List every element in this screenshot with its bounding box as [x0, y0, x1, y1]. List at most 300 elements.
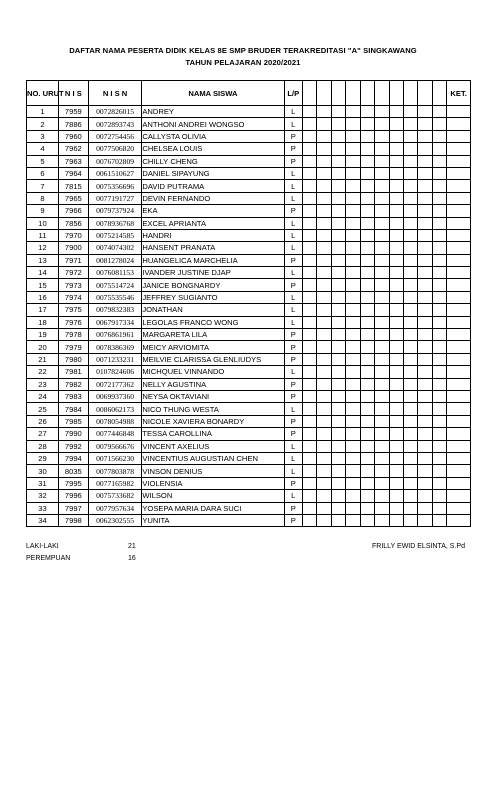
row-nis: 7981 — [58, 366, 88, 378]
row-number: 9 — [27, 205, 59, 217]
row-student-name: CHILLY CHENG — [142, 155, 284, 167]
row-blank-cell — [403, 242, 417, 254]
row-ket — [447, 192, 471, 204]
row-student-name: CHELSEA LOUIS — [142, 143, 284, 155]
row-blank-cell — [389, 106, 403, 118]
row-nisn: 0071566230 — [88, 452, 142, 464]
row-student-name: VIOLENSIA — [142, 477, 284, 489]
row-nis: 7973 — [58, 279, 88, 291]
row-ket — [447, 118, 471, 130]
row-blank-cell — [389, 254, 403, 266]
table-row — [27, 477, 471, 489]
row-blank-cell — [418, 229, 432, 241]
row-student-name: LEGOLAS FRANCO WONG — [142, 316, 284, 328]
row-number: 14 — [27, 267, 59, 279]
row-blank-cell — [346, 403, 360, 415]
row-nis: 7959 — [58, 106, 88, 118]
row-blank-cell — [331, 428, 345, 440]
row-blank-cell — [317, 452, 331, 464]
row-blank-cell — [360, 490, 374, 502]
row-blank-cell — [418, 180, 432, 192]
row-student-name: MEICY ARVIOMITA — [142, 341, 284, 353]
row-blank-cell — [389, 329, 403, 341]
row-blank-cell — [403, 428, 417, 440]
row-blank-cell — [331, 440, 345, 452]
row-blank-cell — [418, 242, 432, 254]
row-blank-cell — [331, 390, 345, 402]
row-blank-cell — [403, 477, 417, 489]
row-blank-cell — [432, 167, 446, 179]
row-number: 8 — [27, 192, 59, 204]
header-blank — [360, 81, 374, 106]
row-blank-cell — [432, 490, 446, 502]
row-gender: P — [284, 130, 303, 142]
header-blank — [331, 81, 345, 106]
row-blank-cell — [403, 106, 417, 118]
row-blank-cell — [331, 267, 345, 279]
row-ket — [447, 428, 471, 440]
row-number: 11 — [27, 229, 59, 241]
row-student-name: VINCENT AXELIUS — [142, 440, 284, 452]
row-blank-cell — [317, 390, 331, 402]
row-nis: 7856 — [58, 217, 88, 229]
row-blank-cell — [403, 267, 417, 279]
row-blank-cell — [331, 316, 345, 328]
row-nis: 7994 — [58, 452, 88, 464]
row-blank-cell — [375, 254, 389, 266]
row-blank-cell — [317, 106, 331, 118]
table-row — [27, 118, 471, 130]
row-blank-cell — [317, 329, 331, 341]
row-nis: 7992 — [58, 440, 88, 452]
row-gender: P — [284, 428, 303, 440]
row-ket — [447, 267, 471, 279]
row-blank-cell — [303, 440, 317, 452]
row-blank-cell — [403, 279, 417, 291]
row-nisn: 0074074302 — [88, 242, 142, 254]
row-blank-cell — [375, 378, 389, 390]
row-blank-cell — [375, 118, 389, 130]
row-blank-cell — [418, 415, 432, 427]
row-blank-cell — [346, 267, 360, 279]
row-blank-cell — [418, 167, 432, 179]
row-blank-cell — [432, 341, 446, 353]
row-blank-cell — [346, 229, 360, 241]
row-student-name: DAVID PUTRAMA — [142, 180, 284, 192]
row-blank-cell — [331, 378, 345, 390]
row-blank-cell — [375, 428, 389, 440]
row-blank-cell — [389, 279, 403, 291]
header-blank — [346, 81, 360, 106]
row-blank-cell — [331, 229, 345, 241]
row-blank-cell — [346, 205, 360, 217]
row-blank-cell — [317, 205, 331, 217]
row-blank-cell — [331, 452, 345, 464]
row-ket — [447, 242, 471, 254]
row-nis: 7990 — [58, 428, 88, 440]
row-number: 6 — [27, 167, 59, 179]
table-row — [27, 440, 471, 452]
row-blank-cell — [375, 390, 389, 402]
table-row — [27, 279, 471, 291]
row-blank-cell — [360, 217, 374, 229]
row-number: 29 — [27, 452, 59, 464]
table-row — [27, 267, 471, 279]
row-blank-cell — [303, 143, 317, 155]
row-ket — [447, 440, 471, 452]
row-nis: 7980 — [58, 353, 88, 365]
row-blank-cell — [418, 378, 432, 390]
row-blank-cell — [389, 167, 403, 179]
row-blank-cell — [375, 514, 389, 526]
row-blank-cell — [303, 279, 317, 291]
row-blank-cell — [317, 341, 331, 353]
row-nis: 7979 — [58, 341, 88, 353]
row-blank-cell — [360, 242, 374, 254]
row-gender: P — [284, 341, 303, 353]
row-blank-cell — [331, 143, 345, 155]
row-number: 2 — [27, 118, 59, 130]
row-nis: 7900 — [58, 242, 88, 254]
row-nis: 7964 — [58, 167, 88, 179]
row-blank-cell — [432, 329, 446, 341]
row-blank-cell — [303, 180, 317, 192]
row-blank-cell — [317, 514, 331, 526]
row-number: 27 — [27, 428, 59, 440]
header-blank — [389, 81, 403, 106]
row-blank-cell — [303, 192, 317, 204]
row-blank-cell — [346, 279, 360, 291]
row-nisn: 0077165982 — [88, 477, 142, 489]
row-blank-cell — [432, 304, 446, 316]
row-blank-cell — [418, 254, 432, 266]
row-nisn: 0075356696 — [88, 180, 142, 192]
header-name: NAMA SISWA — [142, 81, 284, 106]
row-blank-cell — [403, 502, 417, 514]
row-blank-cell — [403, 205, 417, 217]
row-blank-cell — [432, 130, 446, 142]
row-ket — [447, 180, 471, 192]
row-blank-cell — [375, 403, 389, 415]
row-blank-cell — [360, 329, 374, 341]
row-blank-cell — [303, 341, 317, 353]
row-nis: 8035 — [58, 465, 88, 477]
row-number: 5 — [27, 155, 59, 167]
row-gender: L — [284, 291, 303, 303]
row-gender: P — [284, 279, 303, 291]
row-ket — [447, 390, 471, 402]
row-blank-cell — [346, 304, 360, 316]
row-nis: 7963 — [58, 155, 88, 167]
row-nisn: 0069937360 — [88, 390, 142, 402]
row-ket — [447, 477, 471, 489]
row-blank-cell — [331, 502, 345, 514]
row-blank-cell — [303, 514, 317, 526]
row-blank-cell — [389, 316, 403, 328]
row-blank-cell — [418, 205, 432, 217]
row-blank-cell — [389, 229, 403, 241]
row-ket — [447, 465, 471, 477]
row-blank-cell — [403, 403, 417, 415]
table-row — [27, 167, 471, 179]
row-blank-cell — [375, 502, 389, 514]
row-blank-cell — [303, 329, 317, 341]
row-blank-cell — [403, 291, 417, 303]
row-gender: L — [284, 106, 303, 118]
row-blank-cell — [389, 514, 403, 526]
row-blank-cell — [375, 477, 389, 489]
row-blank-cell — [432, 155, 446, 167]
row-number: 30 — [27, 465, 59, 477]
row-blank-cell — [331, 514, 345, 526]
row-gender: P — [284, 155, 303, 167]
row-blank-cell — [360, 378, 374, 390]
row-blank-cell — [403, 366, 417, 378]
table-row — [27, 514, 471, 526]
row-blank-cell — [418, 514, 432, 526]
male-label: LAKI-LAKI — [26, 543, 59, 550]
row-student-name: JEFFREY SUGIANTO — [142, 291, 284, 303]
table-row — [27, 143, 471, 155]
row-blank-cell — [303, 167, 317, 179]
row-ket — [447, 229, 471, 241]
row-blank-cell — [360, 143, 374, 155]
student-roster-table — [26, 80, 471, 527]
row-blank-cell — [346, 143, 360, 155]
row-blank-cell — [317, 316, 331, 328]
row-blank-cell — [432, 366, 446, 378]
row-blank-cell — [360, 254, 374, 266]
row-number: 32 — [27, 490, 59, 502]
row-blank-cell — [303, 118, 317, 130]
row-nisn: 0076702809 — [88, 155, 142, 167]
row-student-name: HANDRI — [142, 229, 284, 241]
row-blank-cell — [331, 155, 345, 167]
row-blank-cell — [331, 329, 345, 341]
row-blank-cell — [403, 192, 417, 204]
row-blank-cell — [317, 366, 331, 378]
row-blank-cell — [418, 192, 432, 204]
row-blank-cell — [331, 254, 345, 266]
row-blank-cell — [375, 106, 389, 118]
row-ket — [447, 279, 471, 291]
row-number: 20 — [27, 341, 59, 353]
row-blank-cell — [331, 465, 345, 477]
row-number: 31 — [27, 477, 59, 489]
row-blank-cell — [303, 353, 317, 365]
row-blank-cell — [360, 130, 374, 142]
row-blank-cell — [317, 304, 331, 316]
row-student-name: TESSA CAROLLINA — [142, 428, 284, 440]
row-student-name: YOSEPA MARIA DARA SUCI — [142, 502, 284, 514]
row-blank-cell — [317, 118, 331, 130]
table-row — [27, 415, 471, 427]
row-number: 25 — [27, 403, 59, 415]
row-blank-cell — [418, 106, 432, 118]
row-nis: 7997 — [58, 502, 88, 514]
row-gender: L — [284, 316, 303, 328]
row-blank-cell — [432, 316, 446, 328]
row-ket — [447, 366, 471, 378]
row-blank-cell — [375, 341, 389, 353]
row-blank-cell — [360, 415, 374, 427]
row-blank-cell — [360, 229, 374, 241]
row-nisn: 0072754456 — [88, 130, 142, 142]
row-gender: P — [284, 502, 303, 514]
row-student-name: VINCENTIUS AUGUSTIAN CHEN — [142, 452, 284, 464]
row-number: 28 — [27, 440, 59, 452]
row-blank-cell — [418, 155, 432, 167]
row-blank-cell — [403, 167, 417, 179]
row-blank-cell — [360, 452, 374, 464]
row-blank-cell — [331, 477, 345, 489]
row-blank-cell — [389, 118, 403, 130]
row-blank-cell — [432, 217, 446, 229]
row-blank-cell — [375, 217, 389, 229]
row-blank-cell — [317, 291, 331, 303]
row-blank-cell — [360, 428, 374, 440]
row-blank-cell — [432, 118, 446, 130]
row-blank-cell — [331, 167, 345, 179]
roster-body — [27, 106, 471, 527]
row-blank-cell — [375, 490, 389, 502]
row-blank-cell — [303, 217, 317, 229]
row-gender: L — [284, 242, 303, 254]
row-blank-cell — [346, 477, 360, 489]
row-student-name: YUNITA — [142, 514, 284, 526]
row-nis: 7976 — [58, 316, 88, 328]
row-blank-cell — [346, 254, 360, 266]
row-blank-cell — [331, 106, 345, 118]
row-blank-cell — [418, 267, 432, 279]
row-nisn: 0062302555 — [88, 514, 142, 526]
row-nis: 7996 — [58, 490, 88, 502]
row-nisn: 0067917334 — [88, 316, 142, 328]
row-blank-cell — [317, 130, 331, 142]
row-student-name: NEYSA OKTAVIANI — [142, 390, 284, 402]
row-blank-cell — [403, 415, 417, 427]
row-blank-cell — [303, 106, 317, 118]
row-blank-cell — [317, 242, 331, 254]
row-gender: P — [284, 477, 303, 489]
row-nis: 7975 — [58, 304, 88, 316]
row-gender: L — [284, 267, 303, 279]
row-blank-cell — [403, 316, 417, 328]
row-gender: P — [284, 378, 303, 390]
row-blank-cell — [432, 205, 446, 217]
row-blank-cell — [432, 291, 446, 303]
header-blank — [403, 81, 417, 106]
row-nis: 7974 — [58, 291, 88, 303]
row-blank-cell — [375, 155, 389, 167]
row-blank-cell — [375, 229, 389, 241]
row-blank-cell — [375, 366, 389, 378]
row-number: 34 — [27, 514, 59, 526]
row-blank-cell — [403, 329, 417, 341]
row-blank-cell — [432, 477, 446, 489]
row-blank-cell — [360, 291, 374, 303]
row-number: 21 — [27, 353, 59, 365]
row-blank-cell — [303, 403, 317, 415]
row-blank-cell — [303, 477, 317, 489]
row-blank-cell — [418, 316, 432, 328]
row-ket — [447, 329, 471, 341]
row-nisn: 0076081153 — [88, 267, 142, 279]
row-nisn: 0077446848 — [88, 428, 142, 440]
row-blank-cell — [432, 428, 446, 440]
header-ket: KET. — [447, 81, 471, 106]
row-ket — [447, 205, 471, 217]
row-blank-cell — [346, 180, 360, 192]
row-ket — [447, 502, 471, 514]
row-blank-cell — [303, 490, 317, 502]
row-blank-cell — [331, 415, 345, 427]
row-nisn: 0061510627 — [88, 167, 142, 179]
row-blank-cell — [403, 118, 417, 130]
header-nisn: N I S N — [88, 81, 142, 106]
row-student-name: EKA — [142, 205, 284, 217]
row-blank-cell — [418, 490, 432, 502]
row-blank-cell — [418, 403, 432, 415]
row-student-name: DEVIN FERNANDO — [142, 192, 284, 204]
header-nis: N I S — [58, 81, 88, 106]
row-blank-cell — [403, 378, 417, 390]
row-blank-cell — [418, 353, 432, 365]
table-row — [27, 217, 471, 229]
row-student-name: DANIEL SIPAYUNG — [142, 167, 284, 179]
row-blank-cell — [389, 403, 403, 415]
row-blank-cell — [303, 452, 317, 464]
row-blank-cell — [317, 490, 331, 502]
row-blank-cell — [360, 502, 374, 514]
row-blank-cell — [432, 452, 446, 464]
document-title: DAFTAR NAMA PESERTA DIDIK KELAS 8E SMP BRUDER TERAKREDITASI "A" SINGKAWANG — [69, 46, 417, 55]
row-blank-cell — [389, 267, 403, 279]
row-nisn: 0079832383 — [88, 304, 142, 316]
row-blank-cell — [389, 217, 403, 229]
row-nisn: 0077191727 — [88, 192, 142, 204]
row-nis: 7982 — [58, 378, 88, 390]
row-ket — [447, 353, 471, 365]
row-blank-cell — [360, 180, 374, 192]
row-blank-cell — [317, 403, 331, 415]
row-blank-cell — [303, 267, 317, 279]
row-blank-cell — [346, 341, 360, 353]
row-number: 24 — [27, 390, 59, 402]
row-student-name: MICHQUEL VINNANDO — [142, 366, 284, 378]
row-gender: P — [284, 329, 303, 341]
row-blank-cell — [418, 390, 432, 402]
row-blank-cell — [303, 465, 317, 477]
row-blank-cell — [317, 155, 331, 167]
row-blank-cell — [389, 452, 403, 464]
row-ket — [447, 378, 471, 390]
row-blank-cell — [375, 440, 389, 452]
row-nis: 7960 — [58, 130, 88, 142]
row-blank-cell — [418, 143, 432, 155]
row-student-name: MARGARETA LILA — [142, 329, 284, 341]
header-blank — [375, 81, 389, 106]
row-blank-cell — [317, 192, 331, 204]
table-row — [27, 155, 471, 167]
row-nis: 7965 — [58, 192, 88, 204]
homeroom-teacher: FRILLY EWID ELSINTA, S.Pd — [372, 543, 465, 550]
row-blank-cell — [432, 390, 446, 402]
row-blank-cell — [317, 440, 331, 452]
row-nis: 7983 — [58, 390, 88, 402]
row-blank-cell — [403, 143, 417, 155]
row-blank-cell — [346, 118, 360, 130]
